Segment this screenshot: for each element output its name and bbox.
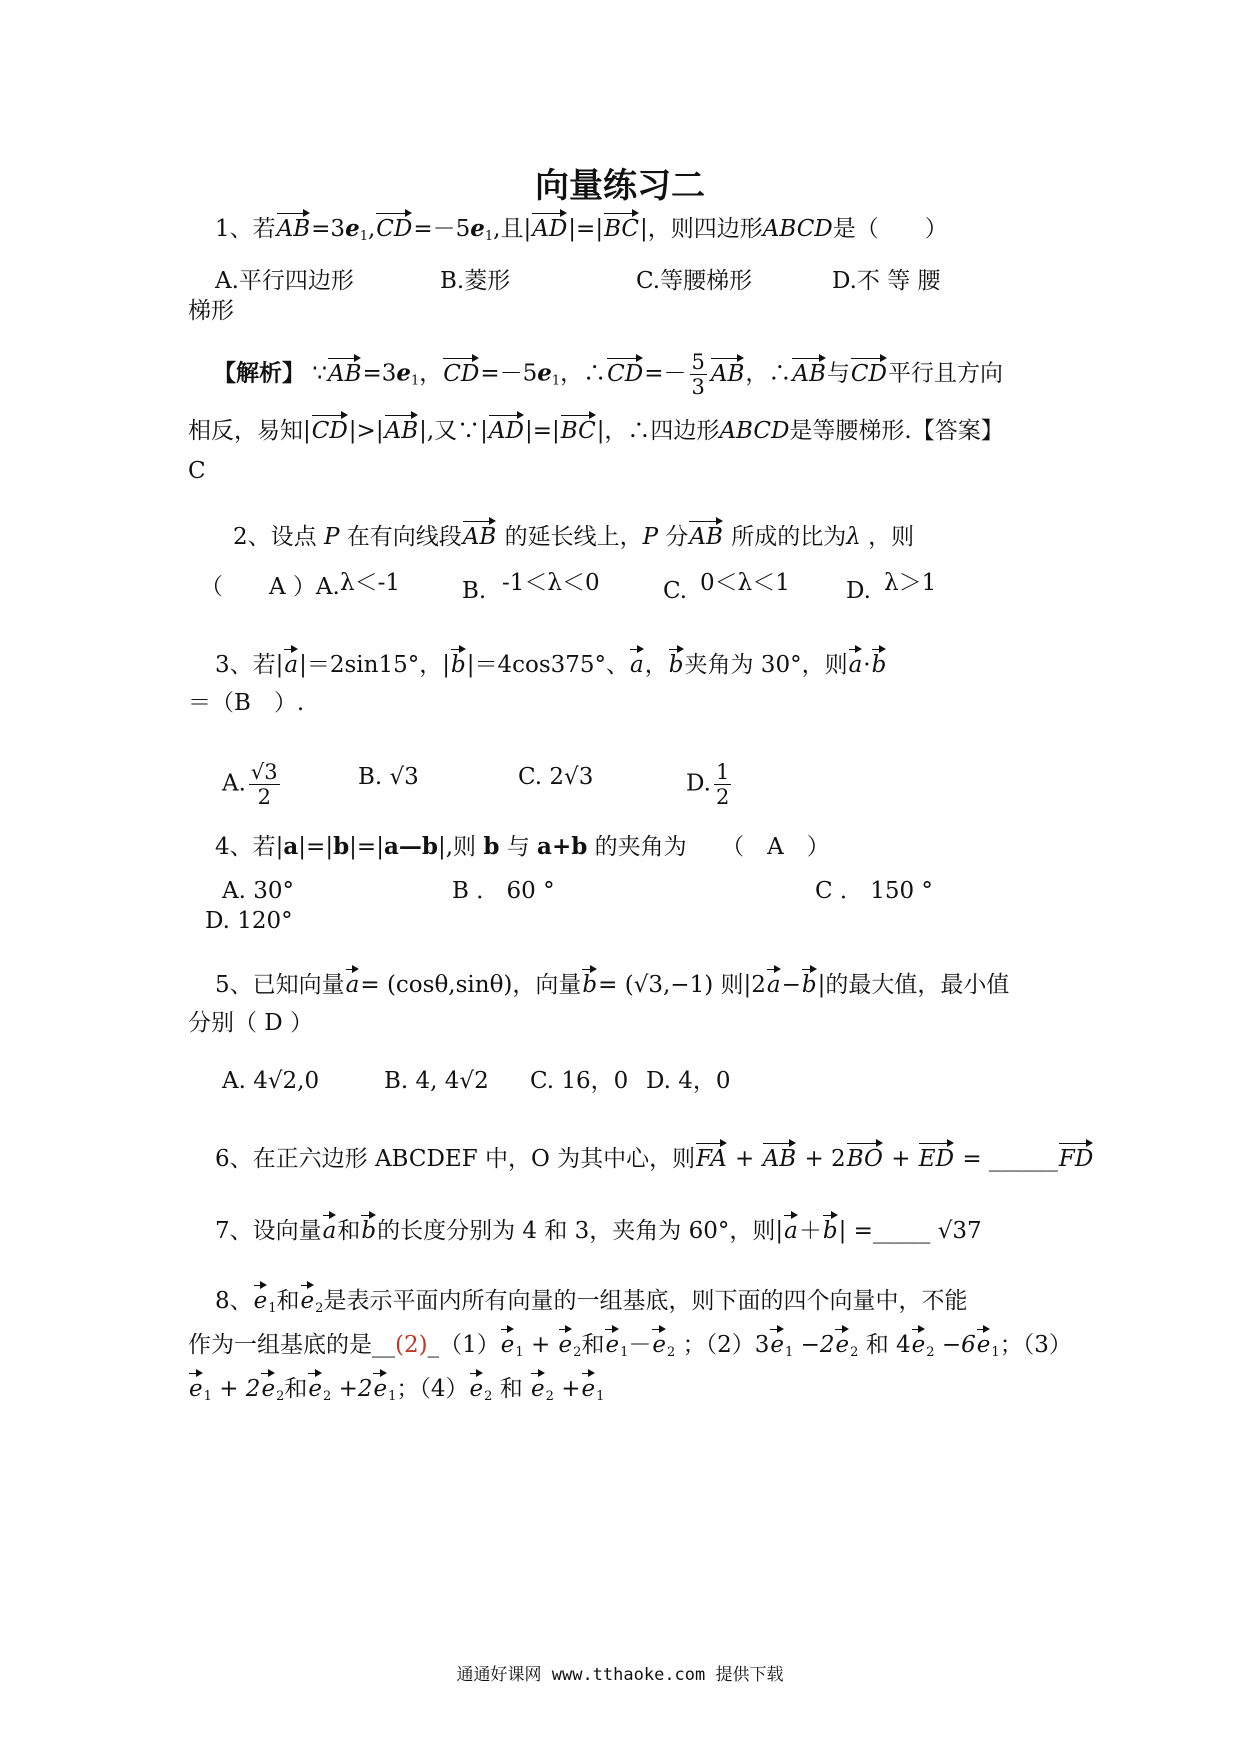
fraction-5-3: $\frac{5}{3}$ [691,350,705,399]
page-title: 向量练习二 [535,166,705,206]
question-5-option-a: A. 4√2,0 [222,1068,320,1094]
question-4-option-c: C ． 150 ° [815,878,933,904]
question-2: 2、设点 P 在有向线段AB 的延长线上，P 分AB 所成的比为λ ，则 [233,518,914,552]
question-8-answer: (2) [395,1332,428,1358]
question-2-option-c: 0＜λ＜1 [700,570,790,596]
question-4-option-a: A. 30° [222,878,294,904]
question-4-option-d: D. 120° [205,908,293,934]
question-2-answer-a: （ A ）A. [200,574,340,600]
question-8-line-3: $e_1 + 2e_2$和$e_2 +2e_1$；$(4)e_2$ 和 $e_2 +e_1$ [188,1370,604,1412]
question-5-option-c: C. 16，0 [530,1068,629,1094]
question-4-option-b: B ． 60 ° [452,878,555,904]
question-1-option-d-wrap: 梯形 [188,298,234,324]
question-8: 8、$e_1$和$e_2$是表示平面内所有向量的一组基底，则下面的四个向量中，不能 [215,1282,967,1324]
question-3: 3、若|a|＝2sin15°，|b|＝4cos375°、a，b夹角为 30°，则a·b [215,646,887,680]
question-6: 6、在正六边形 ABCDEF 中，O 为其中心，则FA + AB + 2BO + ED = ______FD [215,1140,1094,1174]
question-1: 1、若$AB=3e_1,CD=-5e_1$,且|AD|=|BC|，则四边形ABCD是（ ） [215,210,948,252]
vector-ab: AB [277,210,311,244]
question-5-option-d: D. 4，0 [646,1068,731,1094]
vector-cd: CD [376,210,412,244]
question-3-option-c: C. 2√3 [518,764,594,790]
question-1-option-b: B.菱形 [440,268,511,294]
question-1-option-a: A.平行四边形 [215,268,354,294]
question-1-option-c: C.等腰梯形 [636,268,753,294]
question-2-option-d: λ＞1 [884,570,937,596]
question-4: 4、若|a|=|b|=|a—b|,则 b 与 a+b 的夹角为 （ A ） [215,833,830,860]
question-5-option-b: B. 4, 4√2 [384,1068,489,1094]
question-3-answer: ＝（B ）. [188,690,305,716]
analysis-line-1: 【解析】 $\because AB=3e_1$，$CD=-5e_1$，∴CD=－ $\frac{5}{3}$ AB，∴AB与CD平行且方向 [213,350,1003,399]
question-8-line-2: 作为一组基底的是$\_\_(2)\_(1)e_1 + e_2$和$e_1-e_2$ ；$(2)3e_1 -2e_2$ 和 $4e_2 -6e_1$；（3） [188,1326,1072,1368]
question-3-option-a: A. $\frac{√3}{2}$ [222,760,278,809]
question-1-option-d: D.不 等 腰 [832,268,941,294]
question-5-answer: 分别（ D ） [188,1010,314,1036]
footer-source: 通通好课网 www.tthaoke.com 提供下载 [456,1665,784,1685]
vector-bc: BC [604,210,639,244]
question-2-option-b: -1＜λ＜0 [502,570,600,596]
question-2-option-a: λ＜-1 [340,570,400,596]
question-7: 7、设向量a和b的长度分别为 4 和 3，夹角为 60°，则|a＋b| =_____ √37 [215,1212,982,1246]
question-3-option-b: B. √3 [358,764,419,790]
question-3-option-d: D. $\frac{1}{2}$ [686,760,730,809]
question-5: 5、已知向量a= (cosθ,sinθ)，向量b= (√3,−1) 则|2a−b|的最大值，最小值 [215,966,1009,1000]
analysis-line-2: 相反，易知|CD|>|AB|,又∵|AD|=|BC|，∴四边形ABCD是等腰梯形.【答案】 [188,412,1004,446]
answer-1: C [188,458,206,484]
vector-ad: AD [532,210,567,244]
